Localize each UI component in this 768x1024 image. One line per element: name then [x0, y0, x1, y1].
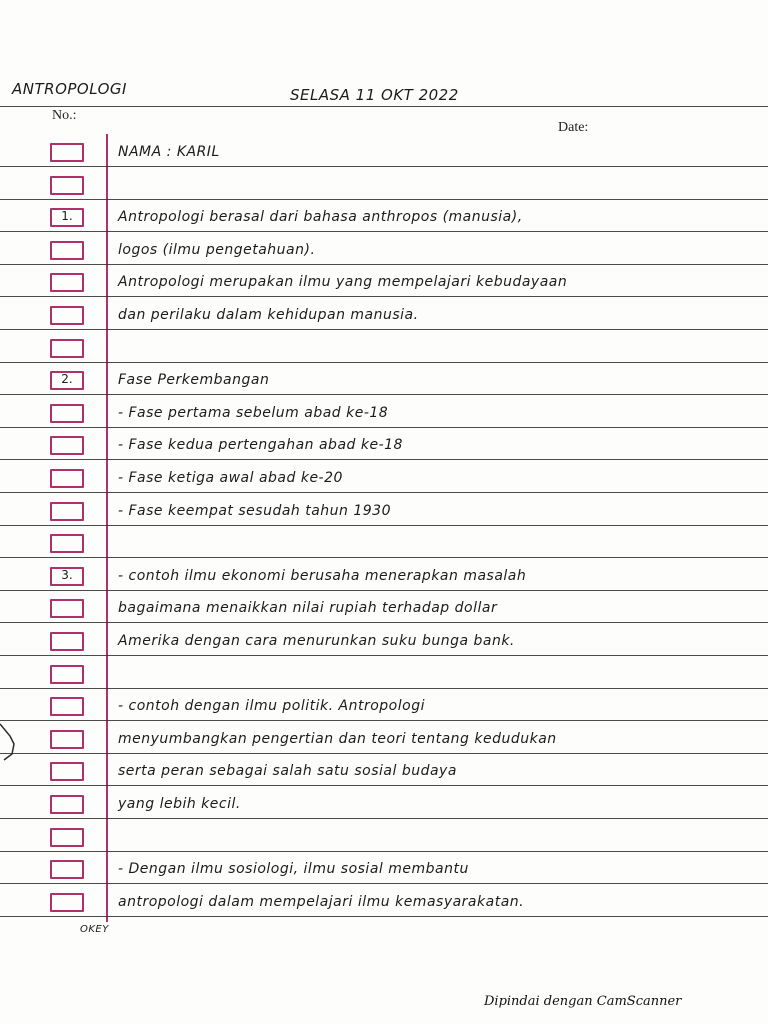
written-date: SELASA 11 OKT 2022 — [290, 86, 459, 104]
handwritten-line: - contoh ilmu ekonomi berusaha menerapkan masalah — [118, 567, 527, 584]
row-checkbox — [50, 795, 84, 814]
row-checkbox — [50, 404, 84, 423]
row-checkbox — [50, 241, 84, 260]
row-checkbox — [50, 208, 84, 227]
row-checkbox — [50, 502, 84, 521]
row-checkbox — [50, 893, 84, 912]
row-checkbox — [50, 339, 84, 358]
row-checkbox — [50, 306, 84, 325]
handwritten-line: logos (ilmu pengetahuan). — [118, 241, 316, 258]
handwritten-line: Fase Perkembangan — [118, 372, 270, 389]
row-checkbox — [50, 828, 84, 847]
handwritten-line: yang lebih kecil. — [118, 796, 241, 812]
margin-line — [106, 134, 108, 922]
ruled-line — [0, 655, 768, 656]
row-checkbox — [50, 730, 84, 749]
scanner-watermark: Dipindai dengan CamScanner — [484, 994, 682, 1009]
handwritten-line: Antropologi berasal dari bahasa anthropos (manusia), — [118, 209, 523, 226]
row-checkbox — [50, 469, 84, 488]
handwritten-line: - Dengan ilmu sosiologi, ilmu sosial membantu — [118, 861, 469, 878]
handwritten-line: bagaimana menaikkan nilai rupiah terhadap dollar — [118, 600, 498, 617]
ruled-line — [0, 231, 768, 232]
ruled-line — [0, 427, 768, 428]
ruled-line — [0, 264, 768, 265]
no-label: No.: — [52, 108, 77, 123]
row-checkbox — [50, 143, 84, 162]
ruled-line — [0, 818, 768, 819]
subject-heading: ANTROPOLOGI — [12, 80, 127, 98]
ruled-line — [0, 753, 768, 754]
row-checkbox — [50, 860, 84, 879]
handwritten-line: serta peran sebagai salah satu sosial budaya — [118, 763, 457, 780]
ruled-line — [0, 296, 768, 297]
ruled-line — [0, 459, 768, 460]
item-number: 1. — [61, 209, 73, 224]
ruled-line — [0, 199, 768, 200]
ruled-line — [0, 492, 768, 493]
row-checkbox — [50, 371, 84, 390]
row-checkbox — [50, 599, 84, 618]
handwritten-line: NAMA : KARIL — [118, 144, 220, 160]
ruled-line — [0, 720, 768, 721]
ruled-line — [0, 329, 768, 330]
handwritten-line: - Fase keempat sesudah tahun 1930 — [118, 502, 391, 519]
handwritten-line: dan perilaku dalam kehidupan manusia. — [118, 307, 419, 323]
ruled-line — [0, 362, 768, 363]
handwritten-line: menyumbangkan pengertian dan teori tentang kedudukan — [118, 730, 557, 747]
ruled-line — [0, 622, 768, 623]
row-checkbox — [50, 534, 84, 553]
item-number: 2. — [61, 372, 73, 387]
date-label: Date: — [558, 120, 589, 135]
handwritten-line: Amerika dengan cara menurunkan suku bunga bank. — [118, 633, 515, 649]
ruled-line — [0, 916, 768, 917]
ruled-line — [0, 394, 768, 395]
binding-mark — [0, 722, 16, 762]
handwritten-line: - Fase ketiga awal abad ke-20 — [118, 470, 343, 486]
handwritten-line: antropologi dalam mempelajari ilmu kemasyarakatan. — [118, 893, 525, 910]
ruled-line — [0, 590, 768, 591]
ruled-line — [0, 785, 768, 786]
row-checkbox — [50, 176, 84, 195]
header-rule — [0, 106, 768, 107]
row-checkbox — [50, 697, 84, 716]
handwritten-line: - Fase kedua pertengahan abad ke-18 — [118, 437, 403, 454]
row-checkbox — [50, 436, 84, 455]
ruled-line — [0, 166, 768, 167]
row-checkbox — [50, 762, 84, 781]
row-checkbox — [50, 567, 84, 586]
item-number: 3. — [61, 567, 73, 582]
row-checkbox — [50, 273, 84, 292]
ruled-line — [0, 557, 768, 558]
row-checkbox — [50, 665, 84, 684]
handwritten-line: Antropologi merupakan ilmu yang mempelajari kebudayaan — [118, 274, 568, 291]
handwritten-line: - Fase pertama sebelum abad ke-18 — [118, 404, 389, 421]
footer-note: OKEY — [80, 924, 109, 935]
ruled-line — [0, 851, 768, 852]
ruled-line — [0, 883, 768, 884]
ruled-line — [0, 525, 768, 526]
ruled-line — [0, 688, 768, 689]
row-checkbox — [50, 632, 84, 651]
handwritten-line: - contoh dengan ilmu politik. Antropologi — [118, 698, 425, 715]
